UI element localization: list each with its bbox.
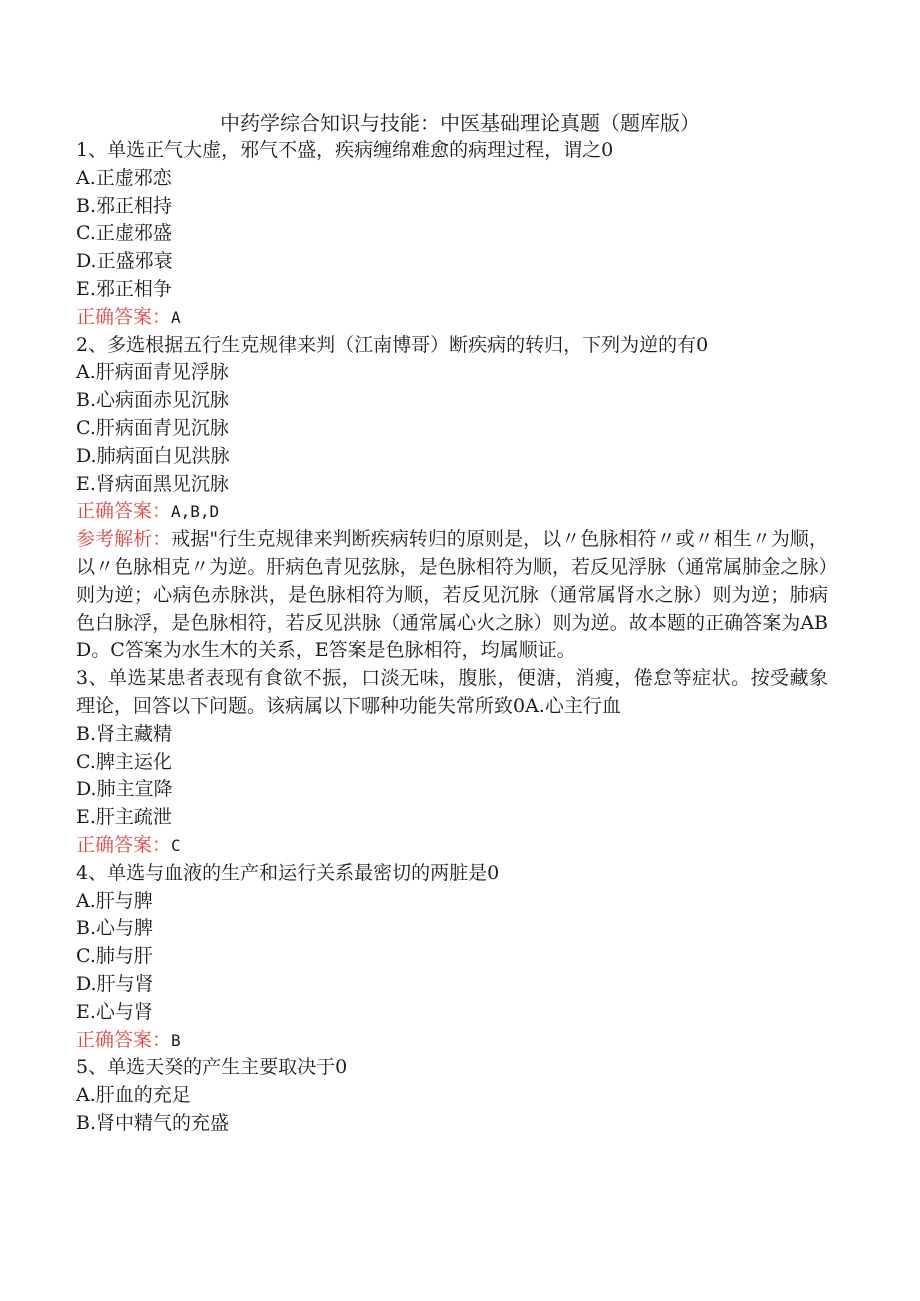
question-5 [76, 1054, 828, 1137]
correct-answer [76, 304, 828, 332]
correct-answer [76, 498, 828, 526]
question-stem: 1、单选正气大虚，邪气不盛，疾病缠绵难愈的病理过程，谓之0 [76, 139, 614, 161]
correct-answer [76, 832, 828, 860]
option-c: C.正虚邪盛 [76, 222, 172, 245]
option-c: C.肺与肝 [76, 945, 153, 968]
answer-label: 正确答案： [76, 305, 172, 328]
page-title: 中药学综合知识与技能：中医基础理论真题（题库版） [220, 111, 700, 135]
question-stem: 4、单选与血液的生产和运行关系最密切的两脏是0 [76, 861, 500, 884]
question-list [76, 137, 828, 1138]
option-a: A.肝血的充足 [76, 1084, 191, 1107]
option-b: B.心与脾 [76, 917, 154, 940]
option-d: D.肺主宣降 [76, 778, 173, 801]
option-c: C.脾主运化 [76, 750, 172, 773]
answer-value: C [171, 835, 181, 855]
question-1 [76, 137, 828, 332]
question-stem: 2、多选根据五行生克规律来判（江南博哥）断疾病的转归，下列为逆的有0 [76, 333, 709, 356]
option-b: B.肾主藏精 [76, 722, 173, 745]
question-stem: 5、单选天癸的产生主要取决于0 [76, 1056, 348, 1079]
question-4 [76, 860, 828, 1055]
answer-value: B [171, 1030, 181, 1050]
option-d: D.正盛邪衰 [76, 250, 173, 273]
option-d: D.肺病面白见洪脉 [76, 444, 230, 467]
option-e: E.心与肾 [76, 1000, 153, 1023]
option-b: B.邪正相持 [76, 194, 173, 217]
answer-label: 正确答案： [76, 500, 172, 523]
analysis-text: 戒据"行生克规律来判断疾病转归的原则是，以〃色脉相符〃或〃相生〃为顺，以〃色脉相克〃为逆。肝病色青见弦脉，是色脉相符为顺，若反见浮脉（通常属肺金之脉）则为逆；心病色赤脉洪，是色脉相符为顺，若反见沉脉（通常属肾水之脉）则为逆；肺病色白脉浮，是色脉相符，若反见洪脉（通常属心火之脉）则为逆。故本题的正确答案为ABD。C答案为水生木的关系，E答案是色脉相符，均属顺证。 [76, 528, 828, 662]
option-a: A.肝病面青见浮脉 [76, 361, 229, 384]
question-stem: 3、单选某患者表现有食欲不振，口淡无味，腹胀，便溏，消瘦，倦怠等症状。按受藏象理论，回答以下问题。该病属以下哪种功能失常所致0A.心主行血 [76, 667, 828, 717]
reference-analysis [76, 526, 828, 665]
answer-value: A,B,D [171, 502, 220, 522]
option-c: C.肝病面青见沉脉 [76, 416, 229, 439]
option-e: E.肝主疏泄 [76, 806, 172, 829]
option-b: B.肾中精气的充盛 [76, 1111, 230, 1134]
answer-label: 正确答案： [76, 833, 172, 856]
question-3 [76, 665, 828, 860]
option-e: E.邪正相争 [76, 277, 172, 300]
answer-value: A [171, 307, 181, 327]
answer-label: 正确答案： [76, 1028, 172, 1051]
option-a: A.肝与脾 [76, 889, 153, 912]
option-e: E.肾病面黑见沉脉 [76, 472, 229, 495]
option-a: A.正虚邪恋 [76, 166, 172, 189]
analysis-label: 参考解析： [76, 528, 172, 551]
option-d: D.肝与肾 [76, 972, 154, 995]
option-b: B.心病面赤见沉脉 [76, 389, 230, 412]
correct-answer [76, 1027, 828, 1055]
question-2 [76, 332, 828, 666]
